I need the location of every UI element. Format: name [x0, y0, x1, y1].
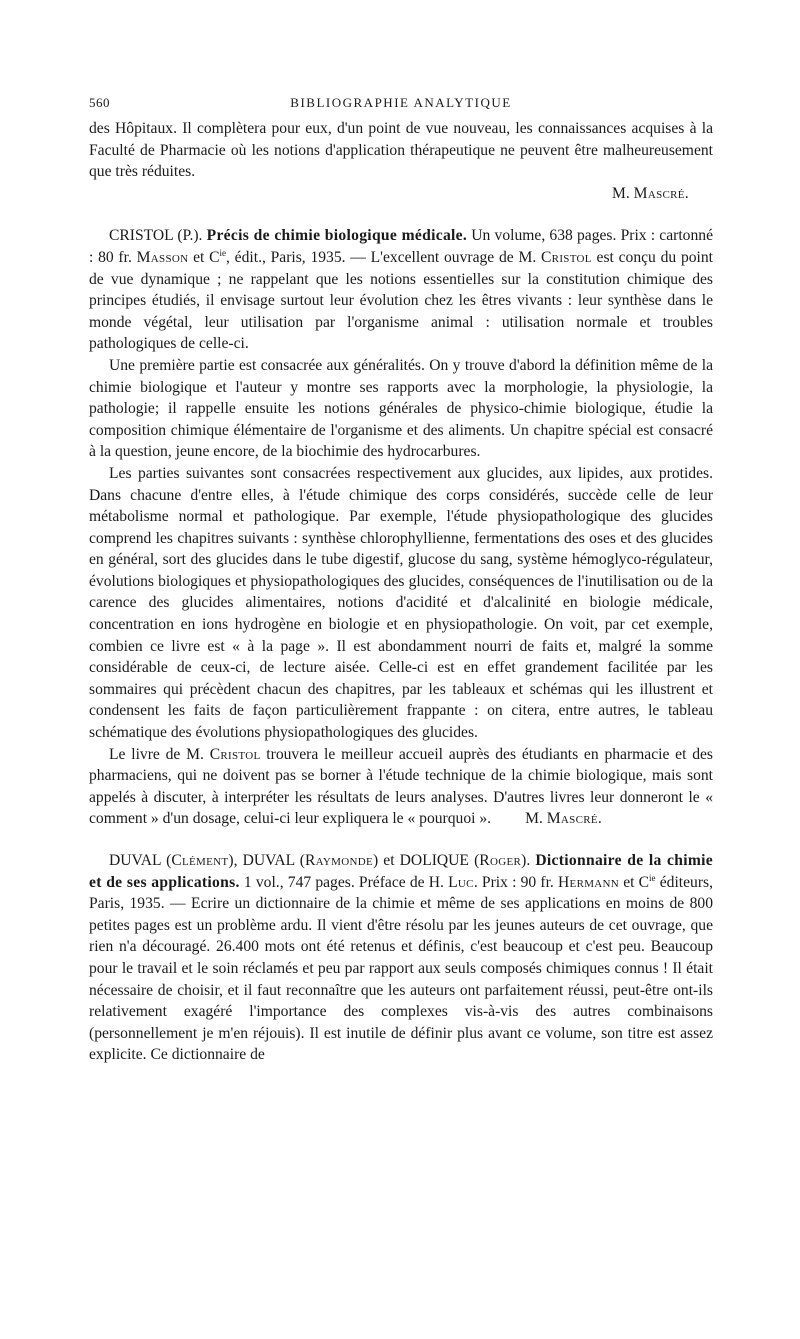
publisher-name: Hermann: [557, 873, 620, 891]
author-name: Cristol: [209, 745, 261, 763]
signature: M. Mascré.: [525, 810, 603, 828]
book-title: Dictionnaire de la chimie et de ses applications.: [89, 852, 714, 891]
author-name: Cristol: [540, 248, 592, 266]
review-cristol: [89, 225, 713, 830]
continuation-paragraph: des Hôpitaux. Il complètera pour eux, d'un point de vue nouveau, les connaissances acquises à la Faculté de Pharmacie où les notions d'application thérapeutique ne peuvent être malheureusement que très réduites.: [89, 120, 713, 181]
review-paragraph: DUVAL (Clément), DUVAL (Raymonde) et DOLIQUE (Roger). Dictionnaire de la chimie et de ses applications. 1 vol., 747 pages. Préface de H. Luc. Prix : 90 fr. Hermann et $C^{ie}$ éditeurs, Paris, 1935. — Ecrire un dictionnaire de la chimie et même de ses applications en moins de 800 petites pages est un problème ardu. Il vient d'être résolu par les jeunes auteurs de cet ouvrage, que rien n'a découragé. 26.400 mots ont été retenus et définis, c'est beaucoup et c'est peu. Beaucoup pour le travail et le soin réclamés et peu par rapport aux seuls composés chimiques connus ! Il était nécessaire de choisir, et il faut reconnaître que les auteurs ont parfaitement réussi, peut-être ont-ils relativement exagéré l'importance des complexes vis-à-vis des autres combinaisons (personnellement je m'en réjouis). Il est inutile de définir plus avant ce volume, son titre est assez explicite. Ce dictionnaire de: [89, 852, 714, 1064]
page-header: [89, 92, 713, 118]
book-title: Précis de chimie biologique médicale.: [206, 227, 468, 245]
page-number: 560: [89, 95, 110, 110]
review-paragraph: CRISTOL (P.). Précis de chimie biologique médicale. Un volume, 638 pages. Prix : cartonné : 80 fr. Masson et $C^{ie}$, édit., Paris, 1935. — L'excellent ouvrage de M. Cristol est conçu du point de vue dynamique ; ne rappelant que les notions essentielles sur la constitution chimique des principes étudiés, il envisage surtout leur évolution chez les êtres vivants : leur synthèse dans le monde végétal, leur utilisation par l'organisme animal : utilisation normale et troubles pathologiques de celle-ci.: [89, 227, 714, 353]
review-duval: [89, 850, 713, 1066]
document-page: [89, 92, 713, 1066]
review-paragraph: Une première partie est consacrée aux généralités. On y trouve d'abord la définition même de la chimie biologique et l'auteur y montre ses rapports avec la morphologie, la physiologie, la pathologie; il rappelle ensuite les notions générales de physico-chimie biologique, étudie la composition chimique élémentaire de l'organisme et des aliments. Un chapitre spécial est consacré à la question, jeune encore, de la biochimie des hydrocarbures.: [89, 356, 713, 461]
review-author: CRISTOL (P.).: [109, 227, 207, 245]
signature: M. Mascré.: [612, 184, 689, 202]
review-paragraph: Les parties suivantes sont consacrées respectivement aux glucides, aux lipides, aux protides. Dans chacune d'entre elles, à l'étude chimique des corps considérés, succède celle de leur métabolisme normal et pathologique. Par exemple, l'étude physiopathologique des glucides comprend les chapitres suivants : synthèse chlorophyllienne, fermentations des oses et des glucides en général, sort des glucides dans le tube digestif, glucose du sang, système hémoglyco-régulateur, évolutions biologiques et physiopathologiques des glucides, conséquences de l'inutilisation ou de la carence des glucides alimentaires, notions d'acidité et d'alcalinité en biologie médicale, concentration en ions hydrogène en biologie et en physiopathologie. On voit, par cet exemple, combien ce livre est « à la page ». Il est abondamment nourri de faits et, malgré la somme considérable de ceux-ci, de lecture aisée. Celle-ci est en effet grandement facilitée par les sommaires qui précèdent chacun des chapitres, par les tableaux et schémas qui les illustrent et condensent les faits de façon particulièrement frappante : on citera, entre autres, le tableau schématique des évolutions physiopathologiques des glucides.: [89, 464, 713, 742]
review-paragraph: Le livre de M. Cristol trouvera le meilleur accueil auprès des étudiants en pharmacie et des pharmaciens, qui ne doivent pas se borner à l'étude technique de la chimie biologique, mais sont appelés à discuter, à interpréter les résultats de leurs analyses. D'autres livres leur donneront le « comment » d'un dosage, celui-ci leur expliquera le « pourquoi ». M. Mascré.: [89, 745, 713, 828]
running-title: BIBLIOGRAPHIE ANALYTIQUE: [290, 95, 512, 110]
publisher-name: Masson: [136, 248, 189, 266]
